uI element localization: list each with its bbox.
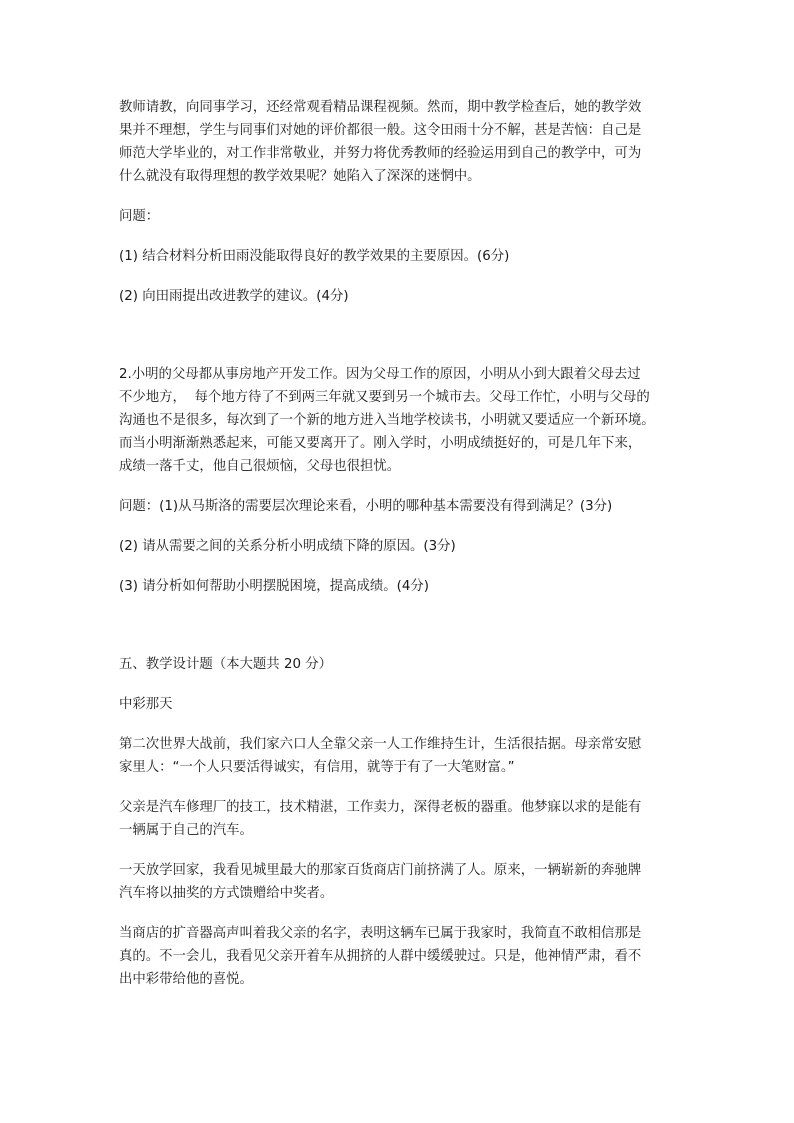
- text-line: 不少地方， 每个地方待了不到两三年就又要到另一个城市去。父母工作忙，小明与父母的: [119, 390, 650, 405]
- passage-paragraph-3: [119, 859, 679, 905]
- case2-question-2: (2) 请从需要之间的关系分析小明成绩下降的原因。(3分): [119, 539, 456, 554]
- text-line: 当商店的扩音器高声叫着我父亲的名字，表明这辆车已属于我家时，我简直不敢相信那是: [119, 926, 642, 941]
- case1-paragraph: [119, 96, 679, 188]
- text-line: 什么就没有取得理想的教学效果呢？她陷入了深深的迷惘中。: [119, 169, 481, 184]
- text-line: 汽车将以抽奖的方式馈赠给中奖者。: [119, 886, 334, 901]
- case2-question-1: 问题：(1)从马斯洛的需要层次理论来看，小明的哪种基本需要没有得到满足？(3分): [119, 499, 613, 514]
- case2-question-3: (3) 请分析如何帮助小明摆脱困境，提高成绩。(4分): [119, 579, 430, 594]
- question-label: 问题：: [119, 209, 160, 224]
- text-line: 出中彩带给他的喜悦。: [119, 972, 253, 987]
- text-line: 教师请教，向同事学习，还经常观看精品课程视频。然而，期中教学检查后，她的教学效: [119, 100, 642, 115]
- passage-paragraph-1: [119, 733, 679, 779]
- text-line: 父亲是汽车修理厂的技工，技术精湛，工作卖力，深得老板的器重。他梦寐以求的是能有: [119, 800, 642, 815]
- text-line: 一辆属于自己的汽车。: [119, 823, 253, 838]
- text-line: 第二次世界大战前，我们家六口人全靠父亲一人工作维持生计，生活很拮据。母亲常安慰: [119, 737, 642, 752]
- case1-question-1: (1) 结合材料分析田雨没能取得良好的教学效果的主要原因。(6分): [119, 249, 510, 264]
- text-line: 师范大学毕业的，对工作非常敬业，并努力将优秀教师的经验运用到自己的教学中，可为: [119, 146, 642, 161]
- passage-title: 中彩那天: [119, 697, 173, 712]
- section-heading: 五、教学设计题（本大题共 20 分）: [119, 657, 333, 672]
- case2-paragraph: [119, 363, 679, 478]
- passage-paragraph-2: [119, 796, 679, 842]
- text-line: 2.小明的父母都从事房地产开发工作。因为父母工作的原因，小明从小到大跟着父母去过: [119, 367, 641, 382]
- text-line: 真的。不一会儿，我看见父亲开着车从拥挤的人群中缓缓驶过。只是，他神情严肃，看不: [119, 949, 642, 964]
- text-line: 一天放学回家，我看见城里最大的那家百货商店门前挤满了人。原来，一辆崭新的奔驰牌: [119, 863, 642, 878]
- case1-question-2: (2) 向田雨提出改进教学的建议。(4分): [119, 289, 349, 304]
- document-page: [119, 96, 679, 991]
- text-line: 果并不理想，学生与同事们对她的评价都很一般。这令田雨十分不解，甚是苦恼：自己是: [119, 123, 642, 138]
- text-line: 沟通也不是很多，每次到了一个新的地方进入当地学校读书，小明就又要适应一个新环境。: [119, 413, 655, 428]
- text-line: 而当小明渐渐熟悉起来，可能又要离开了。刚入学时，小明成绩挺好的，可是几年下来，: [119, 436, 642, 451]
- text-line: 成绩一落千丈，他自己很烦恼，父母也很担忧。: [119, 459, 401, 474]
- text-line: 家里人：“一个人只要活得诚实，有信用，就等于有了一大笔财富。”: [119, 760, 515, 775]
- passage-paragraph-4: [119, 922, 679, 991]
